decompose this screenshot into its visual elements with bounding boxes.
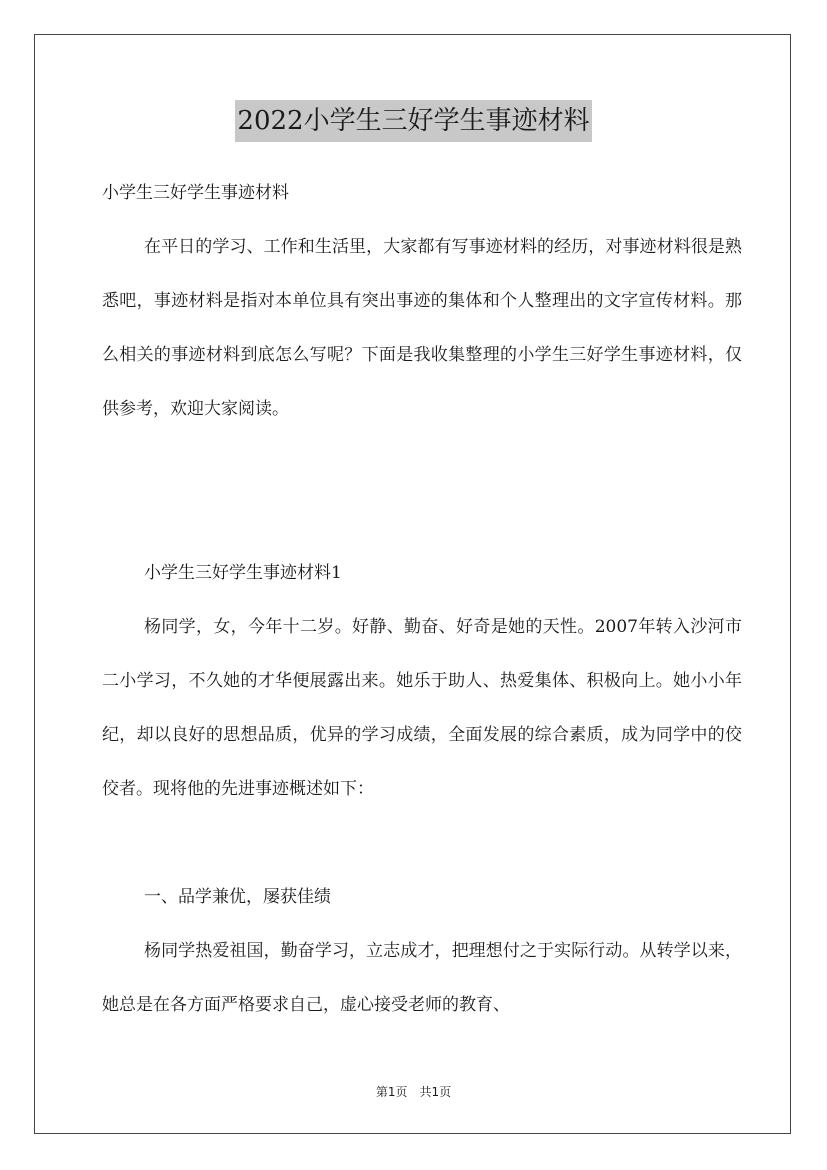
section-heading-1: 小学生三好学生事迹材料1 xyxy=(144,563,342,583)
intro-paragraph: 在平日的学习、工作和生活里，大家都有写事迹材料的经历，对事迹材料很是熟悉吧，事迹材料是指对本单位具有突出事迹的集体和个人整理出的文字宣传材料。那么相关的事迹材料到底怎么写呢？下面是我收集整理的小学生三好学生事迹材料，仅供参考，欢迎大家阅读。 xyxy=(102,237,742,419)
title-container xyxy=(0,100,827,142)
body-paragraph-2: 杨同学热爱祖国，勤奋学习，立志成才，把理想付之于实际行动。从转学以来，她总是在各方面严格要求自己，虚心接受老师的教育、 xyxy=(102,941,742,1015)
subsection-heading: 一、品学兼优，屡获佳绩 xyxy=(144,887,331,907)
document-subtitle: 小学生三好学生事迹材料 xyxy=(102,183,289,203)
body-paragraph-1: 杨同学，女，今年十二岁。好静、勤奋、好奇是她的天性。2007年转入沙河市二小学习，不久她的才华便展露出来。她乐于助人、热爱集体、积极向上。她小小年纪，却以良好的思想品质，优异的学习成绩，全面发展的综合素质，成为同学中的佼佼者。现将他的先进事迹概述如下： xyxy=(102,617,742,799)
page-footer: 第1页 共1页 xyxy=(375,1085,452,1099)
document-title: 2022小学生三好学生事迹材料 xyxy=(235,100,591,142)
